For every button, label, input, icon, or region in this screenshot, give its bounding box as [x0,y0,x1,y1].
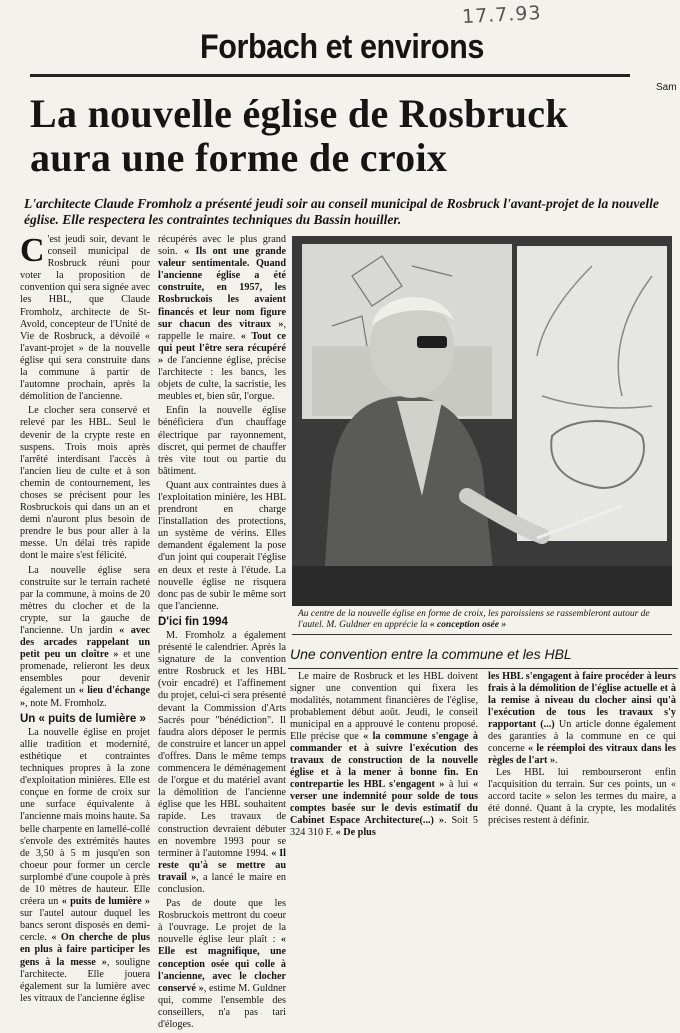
architect-with-plans-illustration [292,236,672,606]
headline [30,92,670,180]
quote: « puits de lumière » [61,896,151,908]
paragraph: Quant aux contraintes dues à l'exploitation minière, les HBL prendront en charge l'installation des protections, un système de vérins. Elles demandent également la pose d'un joint qui couperait l'église en deux et reste à l'étude. La nouvelle église ne risquera donc pas de subir le même sort que l'ancienne. [158,479,286,612]
article-column-2 [158,234,286,1033]
paragraph-text: , rappelle le maire. [158,318,286,342]
quote: « Ils ont une grande valeur sentimentale. Quand l'ancienne église a été construite, en 1957, les Rosbruckois les avaient financés et leur nom figure sur chacun des vitraux » [158,246,287,330]
paragraph-text: Un article donne également des garanties à la commune en ce qui concerne [488,719,677,754]
paragraph-text: , a lancé le maire en conclusion. [158,871,286,895]
quote: « Il reste qu'à se mettre au travail » [158,847,287,883]
drop-cap: C [20,232,45,269]
article-column-1 [20,234,150,1007]
paragraph-text: de l'ancienne église, précise l'architecte : les bancs, les objets de culte, la sacristie, les meubles et, bien sûr, l'orgue. [158,354,287,403]
wall-plan-sheet [517,246,667,541]
lede: L'architecte Claude Fromholz a présenté jeudi soir au conseil municipal de Rosbruck l'avant-projet de la nouvelle église. Elle respectera les contraintes techniques du Bassin houiller. [24,196,659,227]
divider [292,634,672,635]
quote: « le réemploi des vitraux dans les règles de l'art » [488,743,677,766]
paragraph-text: , souligne l'architecte. Elle jouera également sur la lumière avec les vitraux de l'ancienne église [20,956,150,1004]
quote: « De plus [335,827,376,838]
paragraph [158,630,286,896]
paragraph [20,727,150,1005]
paragraph-text: . [555,755,558,766]
paragraph-text: . Soit 5 324 310 F. [290,815,478,838]
photo-caption [298,609,676,631]
quote: « On cherche de plus en plus à faire participer les gens à la messe » [20,932,150,968]
caption-quote: « conception osée » [429,620,507,630]
paragraph [488,671,676,767]
quote: « Tout ce qui peut l'être sera récupéré » [158,330,286,366]
quote: « lieu d'échange » [20,685,150,709]
subheading: Un « puits de lumière » [20,712,146,725]
paragraph-text: M. Fromholz a également présenté le calendrier. Après la signature de la convention entre Rosbruck et les HBL (voir encadré) et l'affinement du projet, celui-ci sera présenté devant la Commission d'Arts Sacrés pour "bénédiction". Il faudra alors déposer le permis de construire et lancer un appel d'offres. Dans le même temps commencera le déménagement de l'orgue et du matériel avant la démolition de l'ancienne église que les HBL souhaitent rapide. Les travaux de construction devraient débuter en novembre 1993 pour se terminer à l'automne 1994. [158,630,286,859]
paragraph-text: Pas de doute que les Rosbruckois mettront du coeur à l'ouvrage. Le projet de la nouvelle église leur plaît : [158,898,286,946]
headline-line-1: La nouvelle église de Rosbruck [30,91,568,136]
paragraph-text: à lui [448,779,469,790]
paragraph [158,898,286,1031]
quote: « Elle est magnifique, une conception osée qui colle à l'ancienne, avec le clocher conservé » [158,934,287,994]
sidebar-title: Une convention entre la commune et les HBL [290,646,572,662]
paragraph-text: sur l'autel autour duquel les bancs seront disposés en demi-cercle. [20,908,150,944]
paragraph [158,234,286,403]
quote: « la commune s'engage à commander et à suivre l'exécution des travaux de construction de la nouvelle église et à la mener à bonne fin. En contrepartie les HBL s'engagent » [290,731,478,790]
quote: « avec des arcades rappelant un petit peu un cloître » [20,625,151,661]
paragraph-text: Le maire de Rosbruck et les HBL doivent signer une convention qui fixera les modalités, notamment financières de l'église, probablement début août. Jeudi, le conseil municipal en a approuvé le contenu proposé. Elle précise que [290,671,478,742]
paragraph [20,565,150,710]
glasses [417,336,447,348]
paragraph [290,671,478,839]
divider [288,668,678,669]
paragraph-text: et une promenade, relieront les deux ensembles pour devenir également un [20,649,150,697]
paragraph [20,234,150,403]
section-header: Forbach et environs [200,28,484,66]
paragraph: Enfin la nouvelle église bénéficiera d'un chauffage électrique par rayonnement, discret, qui permet de chauffer très vite tout ou partie du bâtiment. [158,405,286,477]
paragraph-text: , estime M. Guldner qui, comme l'ensemble des conseillers, n'a pas tari d'éloges. [158,982,286,1030]
caption-text: Au centre de la nouvelle église en forme de croix, les paroissiens se rassembleront autour de l'autel. M. Guldner en apprécie la [298,609,650,630]
paragraph-text: La nouvelle église en projet allie tradition et modernité, esthétique et contraintes techniques propres à la zone d'exploitation minières. Elle est conçue en forme de croix sur une surface équivalente à l'ancienne mais moins haute. Sa belle charpente en lamellé-collé s'envole des extrémités hautes de 3,50 à 5 m jusqu'en son choeur pour former un cercle surplombé d'une coupole à près de 10 mètres de hauteur. Elle créera un [20,726,150,908]
handwritten-date: 17.7.93 [461,1,543,29]
headline-line-2: aura une forme de croix [30,135,448,180]
masthead-fragment: Sam [656,82,677,93]
sidebar-column-2 [488,671,676,827]
sidebar-column-1 [290,671,478,839]
paragraph: Les HBL lui rembourseront enfin l'acquisition du terrain. Sur ces points, un « accord tacite » selon les termes du maire, a été donné. Quant à la crypte, les modalités précises restent à définir. [488,767,676,826]
article-photo [292,236,672,606]
paragraph: Le clocher sera conservé et relevé par les HBL. Seul le devenir de la crypte reste en suspens. Trois mois après l'arrêté interdisant l'accès à l'ancien lieu de culte et à son chemin de contournement, les choses se précisent pour les Rosbruckois qui dans un an et demi n'auront plus besoin de prendre le bus pour aller à la messe. Un délai très rapide dont le maire s'est félicité. [20,405,150,562]
paragraph-text: récupérés avec le plus grand soin. [158,234,286,258]
header-rule [30,74,630,77]
paragraph-text: , note M. Fromholz. [25,697,107,709]
paragraph-text: 'est jeudi soir, devant le conseil municipal de Rosbruck réuni pour voter la proposition de convention qui sera signée avec les HBL, que Claude Fromholz, architecte de St-Avold, concepteur de l'Unité de Vie de Rosbruck, a dévoilé « l'avant-projet » de la nouvelle église qui sera construite dans la commune à partir de l'automne prochain, après la démolition de l'ancienne. [20,234,150,403]
quote: « verser une indemnité pour solde de tous comptes basée sur le devis estimatif du Cabinet Espace Architecture(...) » [290,779,479,826]
subheading: D'ici fin 1994 [158,615,228,628]
paragraph-text: La nouvelle église sera construite sur le terrain racheté par la commune, à moins de 20 mètres du clocher et de la crypte, sur la gauche de l'ancienne. Un jardin [20,564,150,636]
quote: les HBL s'engagent à faire procéder à leurs frais à la démolition de l'église actuelle et à la remise à niveau du clocher ainsi qu'à l'exécution de tous les travaux s'y rapportant (...) [488,671,676,730]
